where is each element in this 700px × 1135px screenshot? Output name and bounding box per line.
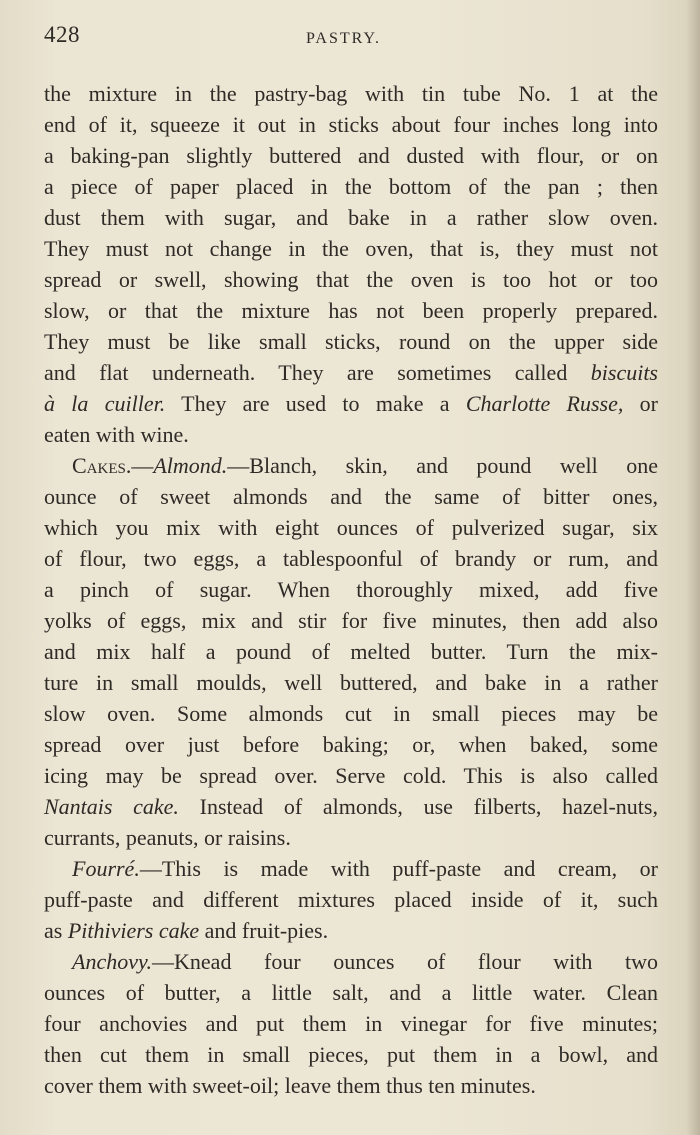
text-run: yolks of eggs, mix and stir for five minutes, then add also <box>44 608 658 633</box>
text-run: dust them with sugar, and bake in a rather slow oven. <box>44 205 658 230</box>
text-line <box>44 233 658 264</box>
text-line <box>44 295 658 326</box>
text-run: They must be like small sticks, round on the upper side <box>44 329 658 354</box>
text-line <box>44 481 658 512</box>
text-run: a baking-pan slightly buttered and dusted with flour, or on <box>44 143 658 168</box>
text-line <box>44 760 658 791</box>
text-run: eaten with wine. <box>44 422 189 447</box>
text-line <box>44 574 658 605</box>
italic-run: Charlotte Russe, <box>465 391 624 416</box>
text-run: a pinch of sugar. When thoroughly mixed, add five <box>44 577 658 602</box>
text-line <box>44 78 658 109</box>
text-run: and mix half a pound of melted butter. Turn the mix- <box>44 639 658 664</box>
text-line <box>44 419 658 450</box>
text-line <box>44 109 658 140</box>
text-line <box>44 171 658 202</box>
italic-run: à la cuiller. <box>44 391 166 416</box>
italic-run: Nantais cake. <box>44 794 179 819</box>
text-run: currants, peanuts, or raisins. <box>44 825 291 850</box>
running-head: PASTRY. <box>306 30 381 47</box>
text-run: and flat underneath. They are sometimes called <box>44 360 591 385</box>
text-line <box>44 822 658 853</box>
italic-run: Almond. <box>153 453 228 478</box>
text-run: Instead of almonds, use filberts, hazel-nuts, <box>178 794 658 819</box>
text-run: spread or swell, showing that the oven is too hot or too <box>44 267 658 292</box>
text-run: They are used to make a <box>165 391 466 416</box>
text-line <box>44 977 658 1008</box>
text-run: end of it, squeeze it out in sticks about four inches long into <box>44 112 658 137</box>
text-line <box>44 357 658 388</box>
text-line <box>44 698 658 729</box>
text-run: spread over just before baking; or, when baked, some <box>44 732 658 757</box>
page-number: 428 <box>44 22 80 47</box>
paragraph <box>44 78 658 450</box>
text-line <box>44 884 658 915</box>
text-line <box>44 1039 658 1070</box>
text-line <box>44 667 658 698</box>
text-line <box>44 729 658 760</box>
text-line <box>44 450 658 481</box>
text-run: ounce of sweet almonds and the same of bitter ones, <box>44 484 658 509</box>
text-run: then cut them in small pieces, put them in a bowl, and <box>44 1042 658 1067</box>
text-run: puff-paste and different mixtures placed inside of it, such <box>44 887 658 912</box>
text-line <box>44 326 658 357</box>
italic-run: biscuits <box>590 360 658 385</box>
text-line <box>44 1070 658 1101</box>
text-run: ounces of butter, a little salt, and a little water. Clean <box>44 980 658 1005</box>
italic-run: Fourré. <box>72 856 140 881</box>
paragraph <box>44 853 658 946</box>
text-line <box>44 636 658 667</box>
smallcaps-run: Cakes. <box>72 453 132 478</box>
text-run: slow, or that the mixture has not been properly prepared. <box>44 298 658 323</box>
text-run: a piece of paper placed in the bottom of the pan ; then <box>44 174 658 199</box>
paragraph <box>44 946 658 1101</box>
text-line <box>44 915 658 946</box>
text-run: —Knead four ounces of flour with two <box>152 949 658 974</box>
text-line <box>44 202 658 233</box>
text-run: of flour, two eggs, a tablespoonful of brandy or rum, and <box>44 546 658 571</box>
italic-run: Anchovy. <box>72 949 153 974</box>
text-run: or <box>623 391 658 416</box>
text-run: They must not change in the oven, that is, they must not <box>44 236 658 261</box>
page-header <box>44 22 664 54</box>
text-run: and fruit-pies. <box>199 918 329 943</box>
text-run: icing may be spread over. Serve cold. This is also called <box>44 763 658 788</box>
text-run: — <box>131 453 154 478</box>
text-run: which you mix with eight ounces of pulverized sugar, six <box>44 515 658 540</box>
text-run: the mixture in the pastry-bag with tin tube No. 1 at the <box>44 81 658 106</box>
text-line <box>44 605 658 636</box>
text-line <box>44 388 658 419</box>
text-line <box>44 512 658 543</box>
body-text <box>44 78 658 1101</box>
text-run: —Blanch, skin, and pound well one <box>227 453 658 478</box>
text-run: slow oven. Some almonds cut in small pieces may be <box>44 701 658 726</box>
text-line <box>44 791 658 822</box>
text-run: as <box>44 918 68 943</box>
text-line <box>44 264 658 295</box>
text-run: ture in small moulds, well buttered, and bake in a rather <box>44 670 658 695</box>
text-line <box>44 1008 658 1039</box>
paragraph <box>44 450 658 853</box>
text-line <box>44 853 658 884</box>
italic-run: Pithiviers cake <box>67 918 200 943</box>
text-run: —This is made with puff-paste and cream, or <box>139 856 658 881</box>
text-run: cover them with sweet-oil; leave them thus ten minutes. <box>44 1073 536 1098</box>
text-line <box>44 946 658 977</box>
text-run: four anchovies and put them in vinegar for five minutes; <box>44 1011 658 1036</box>
text-line <box>44 140 658 171</box>
text-line <box>44 543 658 574</box>
